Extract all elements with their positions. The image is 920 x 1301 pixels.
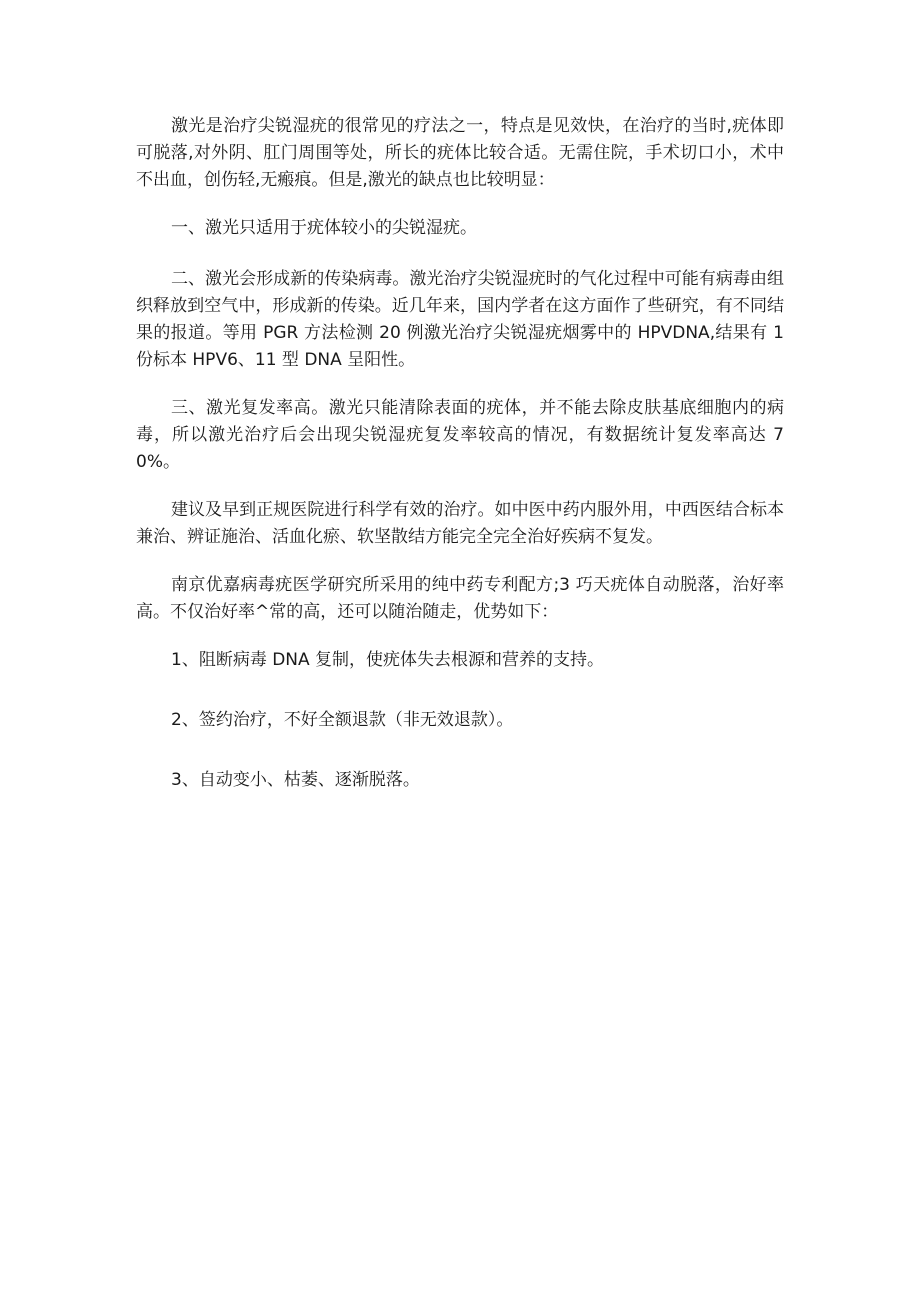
list-item-advantage-1: 1、阻断病毒 DNA 复制，使疣体失去根源和营养的支持。 bbox=[171, 650, 605, 670]
list-item-advantage-2: 2、签约治疗，不好全额退款（非无效退款）。 bbox=[171, 710, 514, 730]
paragraph-recommendation: 建议及早到正规医院进行科学有效的治疗。如中医中药内服外用，中西医结合标本兼治、辨证施治、活血化瘀、软坚散结方能完全完全治好疾病不复发。 bbox=[136, 500, 784, 547]
document-body bbox=[136, 113, 784, 827]
paragraph-point-two: 二、激光会形成新的传染病毒。激光治疗尖锐湿疣时的气化过程中可能有病毒由组织释放到空气中，形成新的传染。近几年来，国内学者在这方面作了些研究，有不同结果的报道。等用 PGR 方法检测 20 例激光治疗尖锐湿疣烟雾中的 HPVDNA,结果有 1 份标本 HPV6、11 型 DNA 呈阳性。 bbox=[136, 269, 784, 370]
list-item-advantage-3: 3、自动变小、枯萎、逐渐脱落。 bbox=[171, 770, 420, 790]
paragraph-institute: 南京优嘉病毒疣医学研究所采用的纯中药专利配方;3 巧天疣体自动脱落，治好率高。不仅治好率^常的高，还可以随治随走，优势如下： bbox=[136, 575, 784, 622]
paragraph-point-one: 一、激光只适用于疣体较小的尖锐湿疣。 bbox=[171, 218, 477, 238]
paragraph-point-three: 三、激光复发率高。激光只能清除表面的疣体，并不能去除皮肤基底细胞内的病毒，所以激光治疗后会出现尖锐湿疣复发率较高的情况，有数据统计复发率高达 70%。 bbox=[136, 398, 784, 472]
paragraph-laser-intro: 激光是治疗尖锐湿疣的很常见的疗法之一，特点是见效快，在治疗的当时,疣体即可脱落,对外阴、肛门周围等处，所长的疣体比较合适。无需住院，手术切口小，术中不出血，创伤轻,无瘢痕。但是,激光的缺点也比较明显： bbox=[136, 116, 784, 190]
